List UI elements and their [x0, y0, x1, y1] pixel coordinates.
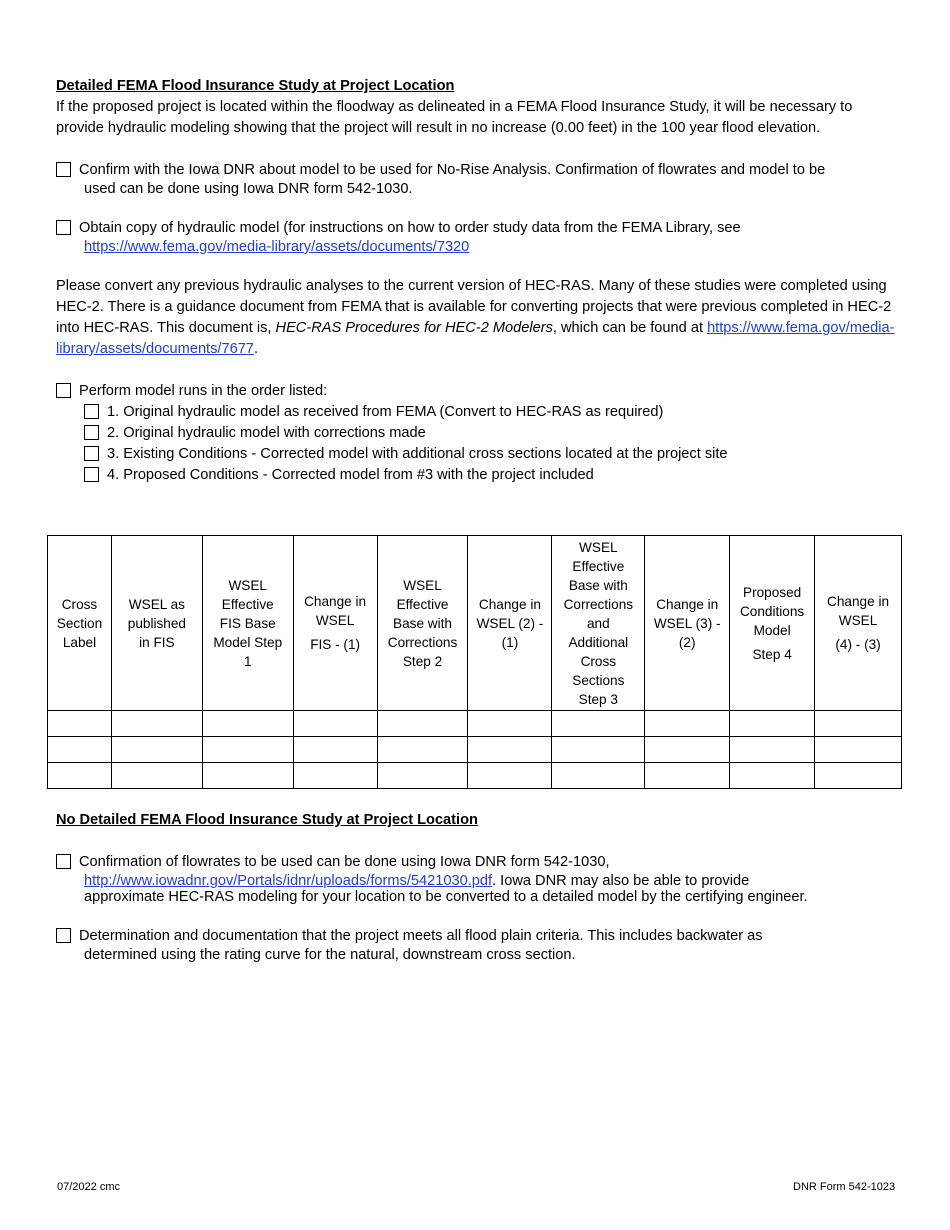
- table-cell[interactable]: [48, 711, 112, 737]
- column-header-line: WSEL (2) -: [476, 615, 544, 631]
- column-header-line: (1): [501, 634, 519, 650]
- column-header-line: WSEL: [228, 577, 267, 593]
- column-header-line: Conditions: [739, 603, 805, 619]
- column-header-line: WSEL: [579, 539, 618, 555]
- obtain-model-link-line: [56, 239, 902, 255]
- table-cell[interactable]: [293, 763, 377, 789]
- flowrates-text-line2: http://www.iowadnr.gov/Portals/idnr/uploads/forms/5421030.pdf. Iowa DNR may also be able to provide: [84, 873, 750, 889]
- hec-ras-guide-title: HEC-RAS Procedures for HEC-2 Modelers: [275, 320, 553, 336]
- column-header-line: Step 4: [752, 646, 792, 662]
- table-cell[interactable]: [293, 737, 377, 763]
- table-cell[interactable]: [552, 737, 645, 763]
- flowrates-text-line3: approximate HEC-RAS modeling for your location to be converted to a detailed model by the certifying engineer.: [84, 889, 808, 905]
- column-header-line: and: [586, 615, 610, 631]
- table-cell[interactable]: [202, 763, 293, 789]
- flowrates-checkbox[interactable]: [56, 854, 71, 869]
- column-header-line: 1: [243, 653, 252, 669]
- table-cell[interactable]: [377, 763, 468, 789]
- column-header-line: Effective: [572, 558, 625, 574]
- footer-date: 07/2022 cmc: [57, 1181, 120, 1193]
- column-header: [293, 536, 377, 711]
- column-header: [202, 536, 293, 711]
- table-cell[interactable]: [815, 763, 902, 789]
- criteria-checkbox[interactable]: [56, 928, 71, 943]
- no-detailed-study-heading: No Detailed FEMA Flood Insurance Study at Project Location: [56, 812, 478, 828]
- flowrates-item: [56, 852, 902, 873]
- column-header: [730, 536, 815, 711]
- detailed-study-intro: If the proposed project is located within the floodway as delineated in a FEMA Flood Insurance Study, it will be necessary to provide hydraulic modeling showing that the project will result in no increase (0.00 feet) in the 100 year flood elevation.: [56, 99, 853, 136]
- column-header-line: Corrections: [563, 596, 634, 612]
- column-header-line: Model: [753, 622, 791, 638]
- table-cell[interactable]: [645, 763, 730, 789]
- convert-instructions: Please convert any previous hydraulic analyses to the current version of HEC-RAS. Many of these studies were completed using HEC-2. There is a guidance document from FEMA that is available for converting projects that were previous completed in HEC-2 into HEC-RAS. This document is, HEC-RAS Procedures for HEC-2 Modelers, which can be found at https://www.fema.gov/media-library/assets/documents/7677.: [56, 278, 895, 357]
- confirm-model-checkbox[interactable]: [56, 162, 71, 177]
- table-cell[interactable]: [645, 737, 730, 763]
- table-body: [48, 711, 902, 789]
- column-header-line: Corrections: [387, 634, 458, 650]
- column-header: [377, 536, 468, 711]
- column-header-line: Cross: [61, 596, 98, 612]
- column-header-line: Section: [56, 615, 103, 631]
- step-2-text: 2. Original hydraulic model with corrections made: [107, 425, 426, 441]
- wsel-comparison-table: [47, 535, 902, 789]
- obtain-model-item: [56, 218, 902, 239]
- table-cell[interactable]: [552, 711, 645, 737]
- column-header: [645, 536, 730, 711]
- column-header-line: (2): [678, 634, 696, 650]
- confirm-model-item: [56, 160, 902, 181]
- column-header-line: WSEL (3) -: [653, 615, 721, 631]
- column-header-line: WSEL as: [128, 596, 185, 612]
- obtain-model-checkbox[interactable]: [56, 220, 71, 235]
- table-cell[interactable]: [730, 763, 815, 789]
- column-header-line: WSEL: [315, 613, 355, 628]
- column-header-line: FIS - (1): [310, 637, 361, 652]
- column-header-line: Base with: [568, 577, 628, 593]
- table-row: [48, 737, 902, 763]
- footer-form-number: DNR Form 542-1023: [793, 1181, 896, 1193]
- column-header-line: in FIS: [139, 634, 175, 650]
- column-header-line: Change in: [656, 596, 719, 612]
- table-cell[interactable]: [48, 737, 112, 763]
- table-cell[interactable]: [293, 711, 377, 737]
- table-cell[interactable]: [202, 737, 293, 763]
- column-header-line: Step 3: [578, 691, 618, 707]
- table-cell[interactable]: [552, 763, 645, 789]
- form-page: [56, 76, 902, 486]
- criteria-text-line2: determined using the rating curve for the natural, downstream cross section.: [84, 947, 576, 963]
- column-header-line: Base with: [393, 615, 452, 631]
- confirm-model-text-line2: used can be done using Iowa DNR form 542-1030.: [84, 181, 413, 197]
- column-header-line: Proposed: [743, 584, 802, 600]
- table-cell[interactable]: [468, 763, 552, 789]
- column-header-line: Model Step: [213, 634, 283, 650]
- step-4-checkbox[interactable]: [84, 467, 99, 482]
- model-runs-item: [56, 381, 902, 402]
- column-header: [552, 536, 645, 711]
- column-header: [815, 536, 902, 711]
- column-header-line: WSEL: [403, 577, 442, 593]
- column-header: [111, 536, 202, 711]
- column-header-line: Cross: [580, 653, 617, 669]
- step-3-text: 3. Existing Conditions - Corrected model with additional cross sections located at the project site: [107, 446, 728, 462]
- table-cell[interactable]: [645, 711, 730, 737]
- step-4-text: 4. Proposed Conditions - Corrected model from #3 with the project included: [107, 467, 594, 483]
- column-header: [48, 536, 112, 711]
- table-cell[interactable]: [468, 711, 552, 737]
- hec-ras-guide-link[interactable]: https://www.fema.gov/media-library/assets/documents/7677: [56, 320, 895, 357]
- column-header-line: Change in: [304, 594, 367, 609]
- step-1-text: 1. Original hydraulic model as received from FEMA (Convert to HEC-RAS as required): [107, 404, 664, 420]
- criteria-text: Determination and documentation that the project meets all flood plain criteria. This includes backwater as: [79, 928, 763, 944]
- column-header-line: Label: [62, 634, 97, 650]
- column-header-line: Effective: [396, 596, 449, 612]
- column-header-line: (4) - (3): [835, 637, 881, 652]
- column-header-line: Change in: [827, 594, 890, 609]
- dnr-form-link[interactable]: http://www.iowadnr.gov/Portals/idnr/uploads/forms/5421030.pdf: [84, 873, 493, 889]
- column-header-line: Step 2: [402, 653, 443, 669]
- column-header-line: WSEL: [838, 613, 878, 628]
- step-item: [84, 423, 902, 444]
- column-header-line: Change in: [478, 596, 541, 612]
- column-header-line: published: [127, 615, 186, 631]
- step-item: [84, 444, 902, 465]
- table-cell[interactable]: [468, 737, 552, 763]
- table-cell[interactable]: [202, 711, 293, 737]
- step-2-checkbox[interactable]: [84, 425, 99, 440]
- fema-library-link[interactable]: https://www.fema.gov/media-library/assets/documents/7320: [84, 239, 470, 255]
- table-cell[interactable]: [111, 711, 202, 737]
- table-cell[interactable]: [377, 737, 468, 763]
- model-runs-text: Perform model runs in the order listed:: [79, 383, 328, 399]
- step-item: [84, 465, 902, 486]
- table-cell[interactable]: [730, 737, 815, 763]
- table-cell[interactable]: [48, 763, 112, 789]
- step-3-checkbox[interactable]: [84, 446, 99, 461]
- no-detailed-study-section: [56, 810, 902, 963]
- table-header-row: [48, 536, 902, 711]
- table-cell[interactable]: [111, 737, 202, 763]
- column-header: [468, 536, 552, 711]
- table-cell[interactable]: [815, 737, 902, 763]
- table-cell[interactable]: [377, 711, 468, 737]
- table-row: [48, 711, 902, 737]
- model-runs-checkbox[interactable]: [56, 383, 71, 398]
- column-header-line: Additional: [568, 634, 629, 650]
- table-row: [48, 763, 902, 789]
- step-item: [84, 402, 902, 423]
- flowrates-text: Confirmation of flowrates to be used can be done using Iowa DNR form 542-1030,: [79, 854, 610, 870]
- step-1-checkbox[interactable]: [84, 404, 99, 419]
- table-cell[interactable]: [111, 763, 202, 789]
- column-header-line: FIS Base: [219, 615, 276, 631]
- obtain-model-text: Obtain copy of hydraulic model (for instructions on how to order study data from the FEMA Library, see: [79, 220, 741, 236]
- column-header-line: Effective: [221, 596, 274, 612]
- table-cell[interactable]: [730, 711, 815, 737]
- column-header-line: Sections: [572, 672, 625, 688]
- confirm-model-text: Confirm with the Iowa DNR about model to be used for No-Rise Analysis. Confirmation of flowrates and model to be: [79, 162, 826, 178]
- table-cell[interactable]: [815, 711, 902, 737]
- detailed-study-heading: Detailed FEMA Flood Insurance Study at Project Location: [56, 78, 455, 94]
- criteria-item: [56, 926, 902, 947]
